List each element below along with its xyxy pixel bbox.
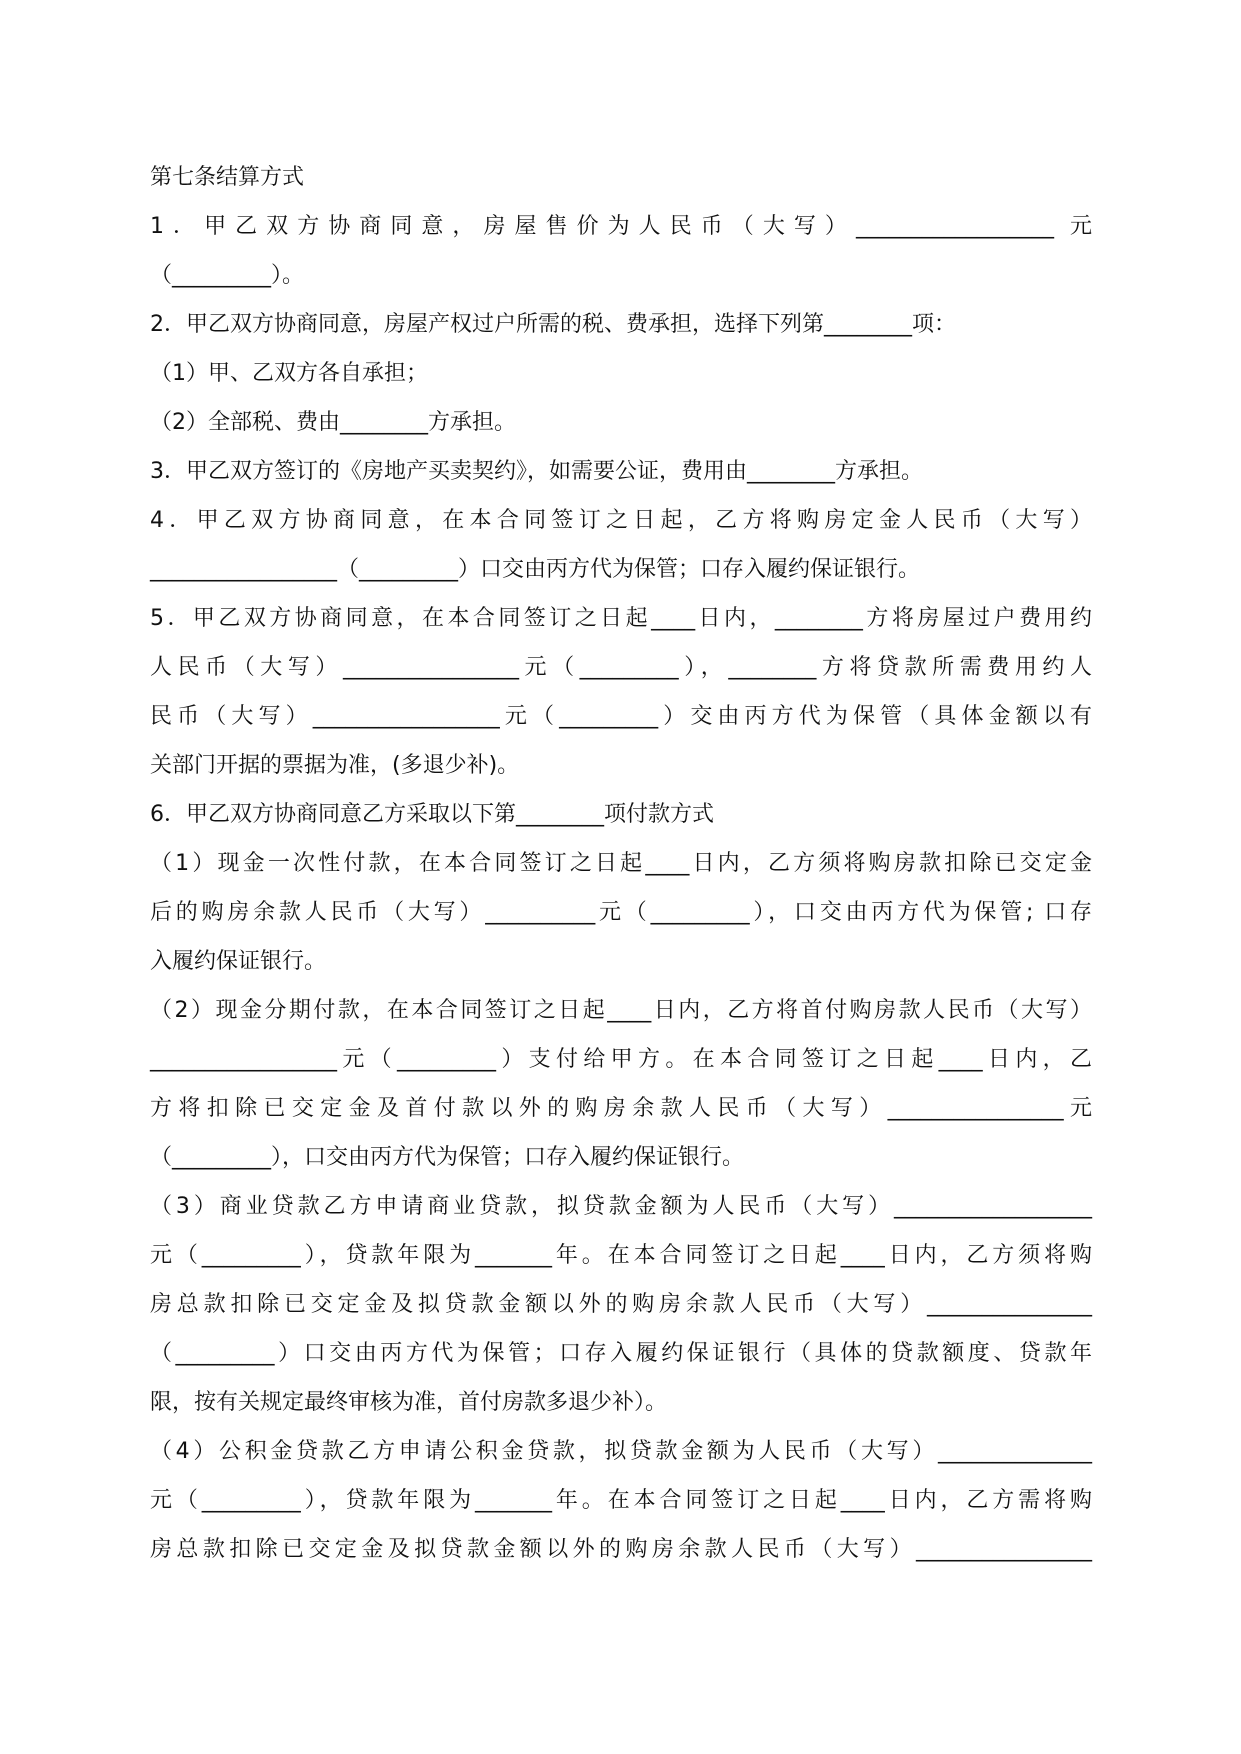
- clause-1-line-1: 1．甲乙双方协商同意，房屋售价为人民币（大写）__________________ 元: [150, 214, 1092, 239]
- clause-6-line-1: 6．甲乙双方协商同意乙方采取以下第________项付款方式: [150, 802, 714, 827]
- clause-6-option-3-line-3: 房总款扣除已交定金及拟贷款金额以外的购房余款人民币（大写）_______________: [150, 1292, 1092, 1317]
- clause-6-option-1-line-2: 后的购房余款人民币（大写）__________元（_________），口交由丙方代为保管; 口存: [150, 900, 1092, 925]
- clause-6-option-2-line-1: （2）现金分期付款，在本合同签订之日起____日内，乙方将首付购房款人民币（大写）: [150, 998, 1092, 1023]
- clause-4-line-1: 4．甲乙双方协商同意，在本合同签订之日起，乙方将购房定金人民币（大写）: [150, 508, 1092, 533]
- clause-6-option-2-line-4: （_________），口交由丙方代为保管；口存入履约保证银行。: [150, 1145, 745, 1170]
- section-heading: 第七条结算方式: [150, 165, 305, 190]
- clause-6-option-2-line-2: _________________元（_________）支付给甲方。在本合同签订之日起____日内，乙: [150, 1047, 1092, 1072]
- clause-5-line-2: 人民币（大写）________________元（_________），________方将贷款所需费用约人: [150, 655, 1092, 680]
- clause-6-option-4-line-2: 元（_________），贷款年限为_______年。在本合同签订之日起____日内，乙方需将购: [150, 1488, 1092, 1513]
- clause-2-option-2: （2）全部税、费由________方承担。: [150, 410, 516, 435]
- clause-2-option-1: （1）甲、乙双方各自承担；: [150, 361, 428, 386]
- clause-6-option-3-line-1: （3）商业贷款乙方申请商业贷款，拟贷款金额为人民币（大写）__________________: [150, 1194, 1092, 1219]
- clause-6-option-2-line-3: 方将扣除已交定金及首付款以外的购房余款人民币（大写）________________元: [150, 1096, 1092, 1121]
- clause-2-line-1: 2．甲乙双方协商同意，房屋产权过户所需的税、费承担，选择下列第________项：: [150, 312, 956, 337]
- clause-6-option-4-line-1: （4）公积金贷款乙方申请公积金贷款，拟贷款金额为人民币（大写）______________: [150, 1439, 1092, 1464]
- clause-6-option-3-line-5: 限，按有关规定最终审核为准，首付房款多退少补）。: [150, 1390, 668, 1415]
- contract-page: [150, 153, 1092, 1574]
- clause-1-line-2: （_________）。: [150, 263, 305, 288]
- clause-6-option-3-line-4: （_________）口交由丙方代为保管；口存入履约保证银行（具体的贷款额度、贷款年: [150, 1341, 1092, 1366]
- clause-6-option-1-line-3: 入履约保证银行。: [150, 949, 327, 974]
- clause-6-option-1-line-1: （1）现金一次性付款，在本合同签订之日起____日内，乙方须将购房款扣除已交定金: [150, 851, 1092, 876]
- clause-6-option-4-line-3: 房总款扣除已交定金及拟贷款金额以外的购房余款人民币（大写）________________: [150, 1537, 1092, 1562]
- clause-4-line-2: _________________（_________）口交由丙方代为保管；口存入履约保证银行。: [150, 557, 921, 582]
- clause-5-line-4: 关部门开据的票据为准，(多退少补)。: [150, 753, 520, 778]
- clause-6-option-3-line-2: 元（_________），贷款年限为_______年。在本合同签订之日起____日内，乙方须将购: [150, 1243, 1092, 1268]
- clause-5-line-3: 民币（大写）_________________元（_________）交由丙方代为保管（具体金额以有: [150, 704, 1092, 729]
- clause-5-line-1: 5．甲乙双方协商同意，在本合同签订之日起____日内，________方将房屋过户费用约: [150, 606, 1092, 631]
- clause-3-line-1: 3．甲乙双方签订的《房地产买卖契约》，如需要公证，费用由________方承担。: [150, 459, 923, 484]
